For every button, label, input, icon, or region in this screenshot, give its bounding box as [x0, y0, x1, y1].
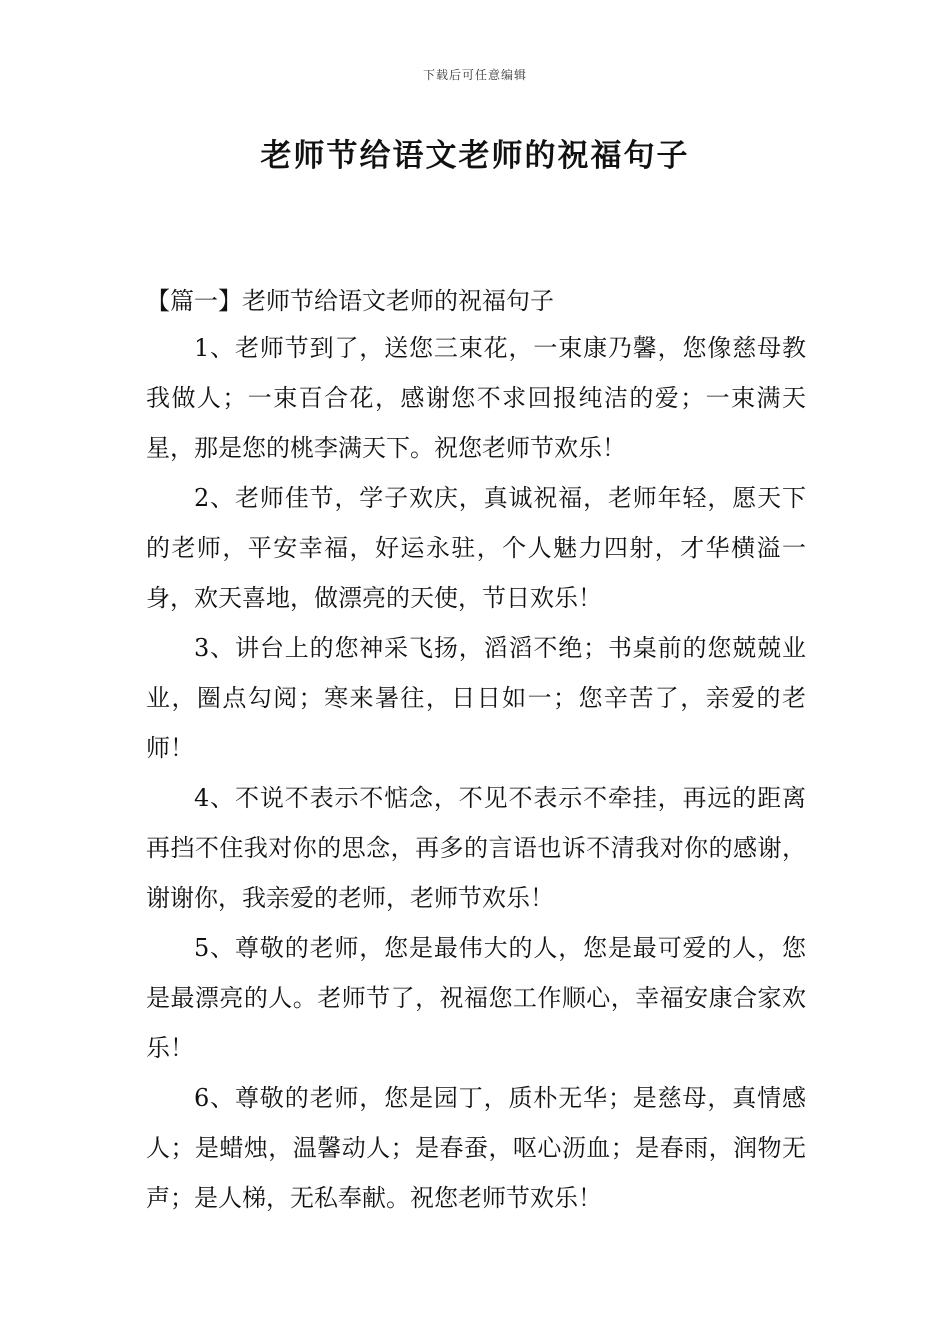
header-note: 下载后可任意编辑 — [422, 68, 527, 82]
blessing-item-6: 6、尊敬的老师，您是园丁，质朴无华；是慈母，真情感人；是蜡烛，温馨动人；是春蚕，呕心沥血；是春雨，润物无声；是人梯，无私奉献。祝您老师节欢乐！ — [146, 1084, 806, 1212]
blessing-item-5: 5、尊敬的老师，您是最伟大的人，您是最可爱的人，您是最漂亮的人。老师节了，祝福您工作顺心，幸福安康合家欢乐！ — [146, 934, 806, 1062]
blessing-item-4: 4、不说不表示不惦念，不见不表示不牵挂，再远的距离再挡不住我对你的思念，再多的言语也诉不清我对你的感谢，谢谢你，我亲爱的老师，老师节欢乐！ — [146, 784, 806, 912]
blessing-item-2: 2、老师佳节，学子欢庆，真诚祝福，老师年轻，愿天下的老师，平安幸福，好运永驻，个人魅力四射，才华横溢一身，欢天喜地，做漂亮的天使，节日欢乐！ — [146, 484, 806, 612]
document-title: 老师节给语文老师的祝福句子 — [260, 138, 690, 174]
document-body — [146, 279, 806, 1223]
blessing-item-1: 1、老师节到了，送您三束花，一束康乃馨，您像慈母教我做人；一束百合花，感谢您不求回报纯洁的爱；一束满天星，那是您的桃李满天下。祝您老师节欢乐！ — [146, 334, 806, 462]
section-heading: 【篇一】老师节给语文老师的祝福句子 — [146, 287, 554, 315]
blessing-item-3: 3、讲台上的您神采飞扬，滔滔不绝；书桌前的您兢兢业业，圈点勾阅；寒来暑往，日日如一；您辛苦了，亲爱的老师！ — [146, 634, 806, 762]
